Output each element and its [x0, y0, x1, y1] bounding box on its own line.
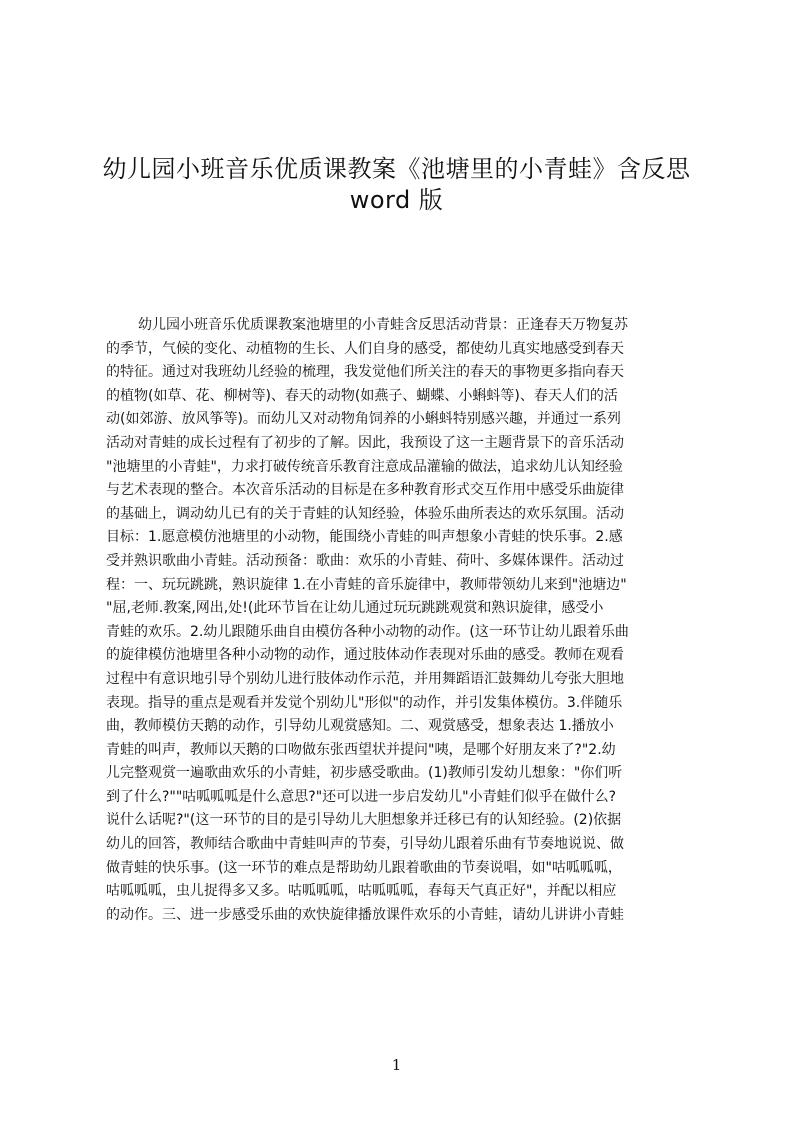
body-text-line: 幼儿的回答，教师结合歌曲中青蛙叫声的节奏，引导幼儿跟着乐曲有节奏地说说、做 — [106, 836, 624, 853]
body-text-line: 的基础上，调动幼儿已有的关于青蛙的认知经验，体验乐曲所表达的欢乐氛围。活动 — [106, 505, 624, 522]
body-text-line: 活动对青蛙的成长过程有了初步的了解。因此，我预设了这一主题背景下的音乐活动 — [106, 434, 624, 451]
document-body-text — [106, 314, 698, 1014]
body-text-line: 目标：1.愿意模仿池塘里的小动物，能围绕小青蛙的叫声想象小青蛙的快乐事。2.感 — [106, 529, 623, 546]
body-text-line: 受并熟识歌曲小青蛙。活动预备：歌曲：欢乐的小青蛙、荷叶、多媒体课件。活动过 — [106, 552, 624, 569]
body-text-line: "屈,老师.教案,网出,处!(此环节旨在让幼儿通过玩玩跳跳观赏和熟识旋律，感受小 — [106, 600, 604, 617]
body-text-line: 幼儿园小班音乐优质课教案池塘里的小青蛙含反思活动背景：正逢春天万物复苏 — [138, 317, 628, 333]
body-text-line: 青蛙的叫声，教师以天鹅的口吻做东张西望状并提问"咦，是哪个好朋友来了?"2.幼 — [106, 741, 616, 758]
document-title-line-1: 幼儿园小班音乐优质课教案《池塘里的小青蛙》含反思 — [102, 155, 691, 184]
body-text-line: 动(如郊游、放风筝等)。而幼儿又对动物角饲养的小蝌蚪特别感兴趣，并通过一系列 — [106, 411, 621, 428]
body-text-line: 程：一、玩玩跳跳，熟识旋律 1.在小青蛙的音乐旋律中，教师带领幼儿来到"池塘边" — [106, 576, 627, 593]
body-text-line: 曲，教师模仿天鹅的动作，引导幼儿观赏感知。二、观赏感受，想象表达 1.播放小 — [106, 718, 614, 735]
body-text-line: 说什么话呢?"(这一环节的目的是引导幼儿大胆想象并迁移已有的认知经验。(2)依据 — [106, 812, 622, 829]
body-text-line: 与艺术表现的整合。本次音乐活动的目标是在多种教育形式交互作用中感受乐曲旋律 — [106, 482, 624, 499]
body-text-line: 过程中有意识地引导个别幼儿进行肢体动作示范，并用舞蹈语汇鼓舞幼儿夸张大胆地 — [106, 670, 624, 687]
page-number: 1 — [391, 1056, 402, 1074]
body-text-line: "池塘里的小青蛙"，力求打破传统音乐教育注意成品灌输的做法，追求幼儿认知经验 — [106, 458, 623, 475]
body-text-line: 的植物(如草、花、柳树等)、春天的动物(如燕子、蝴蝶、小蝌蚪等)、春天人们的活 — [106, 387, 618, 404]
body-text-line: 做青蛙的快乐事。(这一环节的难点是帮助幼儿跟着歌曲的节奏说唱，如"咕呱呱呱， — [106, 859, 622, 876]
body-text-line: 的特征。通过对我班幼儿经验的梳理，我发觉他们所关注的春天的事物更多指向春天 — [106, 364, 624, 381]
body-text-line: 表现。指导的重点是观看并发觉个别幼儿"形似"的动作，并引发集体模仿。3.伴随乐 — [106, 694, 623, 711]
body-text-line: 儿完整观赏一遍歌曲欢乐的小青蛙，初步感受歌曲。(1)教师引发幼儿想象："你们听 — [106, 765, 623, 782]
document-title — [90, 154, 703, 216]
body-text-line: 到了什么?""咕呱呱呱是什么意思?"还可以进一步启发幼儿"小青蛙们似乎在做什么? — [106, 788, 617, 805]
body-text-line: 的季节，气候的变化、动植物的生长、人们自身的感受，都使幼儿真实地感受到春天 — [106, 340, 624, 357]
body-text-line: 咕呱呱呱，虫儿捉得多又多。咕呱呱呱，咕呱呱呱，春每天气真正好"，并配以相应 — [106, 883, 617, 900]
body-text-line: 的动作。三、进一步感受乐曲的欢快旋律播放课件欢乐的小青蛙，请幼儿讲讲小青蛙 — [106, 906, 624, 923]
document-title-line-2: word 版 — [349, 186, 444, 215]
body-text-line: 青蛙的欢乐。2.幼儿跟随乐曲自由模仿各种小动物的动作。(这一环节让幼儿跟着乐曲 — [106, 623, 629, 640]
body-text-line: 的旋律模仿池塘里各种小动物的动作，通过肢体动作表现对乐曲的感受。教师在观看 — [106, 647, 624, 664]
